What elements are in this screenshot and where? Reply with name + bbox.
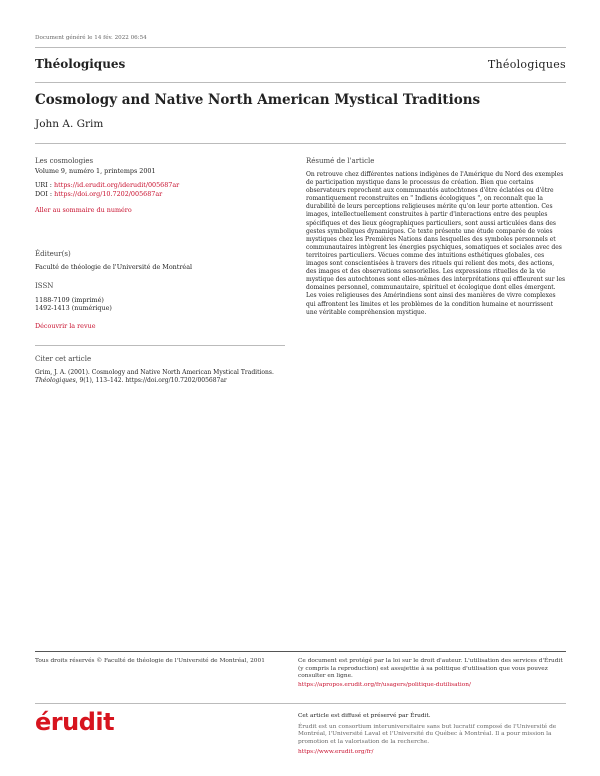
abstract-text: On retrouve chez différentes nations indigènes de l'Amérique du Nord des exemples de participation mystique dans le processus de création. Bien que certains observateurs reprochent aux communautés autochtones d'être éclatées ou d'être romantiquement reconstruites en " Indiens écologiques ", on reconnaît que la durabilité de leurs perceptions religieuses mérite qu'on leur porte attention. Ces images, intellectuellement construites à partir d'interactions entre des peuples spécifiques et des lieux géographiques particuliers, sont aussi articulées dans des gestes symboliques dynamiques. Ce texte présente une étude comparée de voies mystiques chez les Premières Nations dans lesquelles des symboles personnels et communautaires intègrent les énergies psychiques, somatiques et sociales avec des territoires particuliers. Vécues comme des intuitions esthétiques globales, ces images sont conscientisées à travers des rituels qui relient des mots, des actions, des images et des observations sensorielles. Les expressions rituelles de la vie mystique des autochtones sont elles-mêmes des interprétations qui effleurent sur les domaines personnel, communautaire, spirituel et écologique dont elles émergent. Les voies religieuses des Amérindiens sont ainsi des manières de vivre complexes qui affrontent les limites et les problèmes de la condition humaine et nourrissent une véritable compréhension mystique.	[306, 171, 566, 316]
journal-logo[interactable]: Théologiques	[487, 58, 566, 71]
abstract-heading: Résumé de l'article	[306, 157, 375, 165]
copyright-block	[298, 658, 566, 689]
publisher-name: Faculté de théologie de l'Université de Montréal	[35, 263, 193, 271]
cite-block	[35, 355, 293, 385]
uri-link[interactable]: https://id.erudit.org/iderudit/005687ar	[53, 181, 180, 190]
issn-digital: 1492-1413 (numérique)	[35, 304, 112, 313]
policy-link[interactable]: https://apropos.erudit.org/fr/usagers/politique-dutilisation/	[298, 681, 471, 688]
issn-block	[35, 282, 285, 330]
copyright-text: Ce document est protégé par la loi sur le droit d'auteur. L'utilisation des services d'Érudit (y compris la reproduction) est assujettie à sa politique d'utilisation que vous pouvez consulter en ligne.	[298, 658, 563, 680]
meta-rule	[35, 143, 566, 144]
about-text: Érudit est un consortium interuniversitaire sans but lucratif composé de l'Université de Montréal, l'Université Laval et l'Université du Québec à Montréal. Il a pour mission la promotion et la valorisation de la recherche.	[298, 723, 557, 745]
cite-rule	[35, 345, 285, 346]
issn-print: 1188-7109 (imprimé)	[35, 296, 104, 304]
title-rule	[35, 82, 566, 83]
uri-line	[35, 181, 285, 189]
journal-name: Théologiques	[35, 57, 126, 71]
publisher-block	[35, 250, 285, 271]
footer-rule-2	[35, 703, 566, 704]
diffused-text: Cet article est diffusé et préservé par Érudit.	[298, 713, 431, 719]
issue-theme: Les cosmologies	[35, 157, 94, 165]
discover-link[interactable]: Découvrir la revue	[35, 321, 96, 330]
cite-heading: Citer cet article	[35, 355, 92, 363]
doi-link[interactable]: https://doi.org/10.7202/005687ar	[54, 189, 163, 198]
issue-info	[35, 157, 285, 215]
uri-label: URI :	[35, 181, 54, 190]
footer-rule	[35, 651, 566, 652]
erudit-site-link[interactable]: https://www.erudit.org/fr/	[298, 749, 374, 756]
abstract-block	[306, 157, 566, 317]
issn-heading: ISSN	[35, 282, 54, 290]
erudit-logo[interactable]: érudit	[35, 708, 115, 736]
rights-text: Tous droits réservés © Faculté de théologie de l'Université de Montréal, 2001	[35, 658, 265, 664]
doi-label: DOI :	[35, 189, 55, 198]
cite-text	[35, 369, 293, 385]
cite-journal: Théologiques	[35, 377, 76, 384]
cite-line2: , 9(1), 113–142. https://doi.org/10.7202/005687ar	[75, 377, 227, 384]
article-author: John A. Grim	[35, 118, 104, 130]
erudit-about-block	[298, 713, 566, 757]
article-title: Cosmology and Native North American Mystical Traditions	[35, 92, 481, 108]
issue-volume: Volume 9, numéro 1, printemps 2001	[35, 167, 156, 175]
toc-link[interactable]: Aller au sommaire du numéro	[35, 206, 132, 215]
header-rule	[35, 47, 566, 48]
doi-line	[35, 190, 285, 198]
publisher-heading: Éditeur(s)	[35, 250, 71, 258]
generated-timestamp: Document généré le 14 fév. 2022 06:54	[35, 35, 147, 41]
cite-line1: Grim, J. A. (2001). Cosmology and Native North American Mystical Traditions.	[35, 369, 274, 376]
